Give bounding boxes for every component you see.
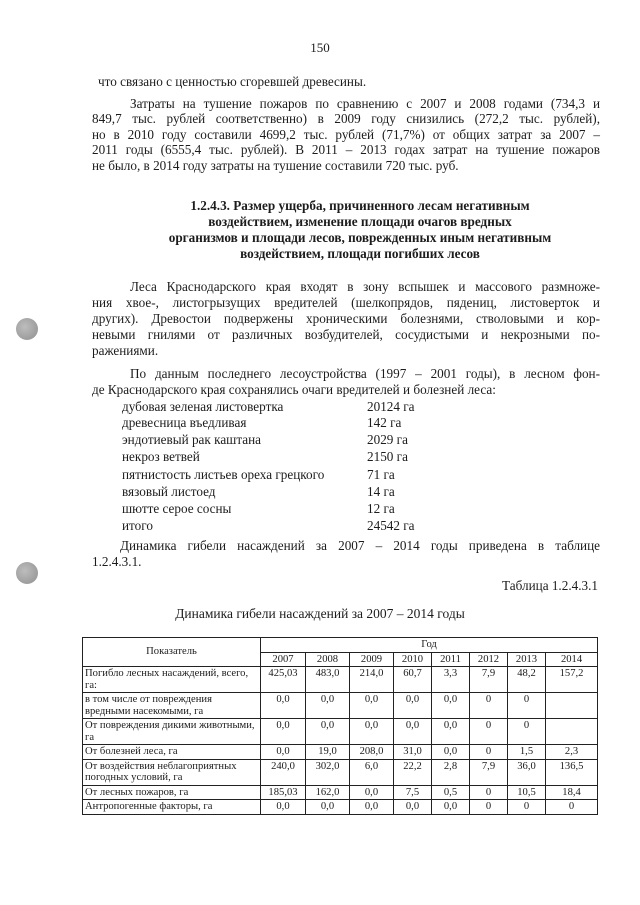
pest-name: эндотиевый рак каштана (122, 432, 262, 447)
para3-line: 1.2.4.3.1. (92, 554, 142, 569)
value-cell: 3,3 (432, 667, 470, 693)
intro-line: Затраты на тушение пожаров по сравнению с 2007 и 2008 годами (734,3 и (130, 96, 600, 111)
year-cell: 2008 (306, 652, 350, 667)
mortality-table (82, 637, 598, 815)
value-cell: 7,5 (394, 785, 432, 800)
pest-list-item (122, 449, 442, 464)
pest-list-item (122, 432, 442, 447)
value-cell: 18,4 (546, 785, 598, 800)
value-cell: 0,0 (306, 800, 350, 815)
para1-line: ражениями. (92, 343, 159, 358)
value-cell: 0 (470, 745, 508, 760)
punch-hole-bottom (16, 562, 38, 584)
value-cell: 302,0 (306, 759, 350, 785)
value-cell: 240,0 (261, 759, 306, 785)
value-cell: 0 (470, 785, 508, 800)
table-row (83, 785, 598, 800)
value-cell: 1,5 (508, 745, 546, 760)
row-label: Антропогенные факторы, га (83, 800, 261, 815)
year-cell: 2009 (350, 652, 394, 667)
pest-list-item (122, 467, 442, 482)
intro-line: 2011 годы (6555,4 тыс. рублей). В 2011 – 2013 годах затрат на тушение пожаров (92, 142, 600, 157)
value-cell: 7,9 (470, 759, 508, 785)
para1-line: Леса Краснодарского края входят в зону вспышек и массового размноже- (130, 279, 600, 294)
value-cell: 0,0 (261, 719, 306, 745)
pest-list-item (122, 415, 442, 430)
pest-area: 20124 га (367, 399, 415, 414)
pest-name: шютте серое сосны (122, 501, 232, 516)
row-label: От болезней леса, га (83, 745, 261, 760)
value-cell: 0,0 (306, 693, 350, 719)
value-cell: 19,0 (306, 745, 350, 760)
table-title: Динамика гибели насаждений за 2007 – 2014 годы (175, 606, 465, 621)
value-cell: 0,0 (350, 800, 394, 815)
value-cell: 48,2 (508, 667, 546, 693)
value-cell: 36,0 (508, 759, 546, 785)
para3-line: Динамика гибели насаждений за 2007 – 2014 годы приведена в таблице (120, 538, 600, 553)
pest-name: вязовый листоед (122, 484, 216, 499)
value-cell: 0,0 (394, 693, 432, 719)
pest-list-total (122, 518, 442, 533)
value-cell: 22,2 (394, 759, 432, 785)
year-cell: 2013 (508, 652, 546, 667)
value-cell: 0,0 (350, 785, 394, 800)
table-row (83, 667, 598, 693)
row-label: От лесных пожаров, га (83, 785, 261, 800)
row-label: От воздействия неблагоприятных погодных условий, га (83, 759, 261, 785)
value-cell: 0,0 (394, 719, 432, 745)
pest-area: 12 га (367, 501, 395, 516)
section-heading-line: 1.2.4.3. Размер ущерба, причиненного лесам негативным (190, 198, 530, 213)
pest-name: дубовая зеленая листовертка (122, 399, 284, 414)
intro-line: не было, в 2014 году затраты на тушение составили 720 тыс. руб. (92, 158, 459, 173)
value-cell: 162,0 (306, 785, 350, 800)
pest-area: 142 га (367, 415, 402, 430)
table-row (83, 759, 598, 785)
value-cell: 0 (470, 719, 508, 745)
value-cell: 0 (508, 719, 546, 745)
value-cell: 483,0 (306, 667, 350, 693)
value-cell (546, 719, 598, 745)
pest-name: пятнистость листьев ореха грецкого (122, 467, 325, 482)
value-cell: 214,0 (350, 667, 394, 693)
pest-area: 2029 га (367, 432, 408, 447)
value-cell: 0,5 (432, 785, 470, 800)
value-cell: 0 (546, 800, 598, 815)
pest-area: 2150 га (367, 449, 408, 464)
value-cell: 0,0 (432, 693, 470, 719)
pest-name: древесница въедливая (122, 415, 247, 430)
row-label: От повреждения дикими животными, га (83, 719, 261, 745)
para1-line: невыми гнилями от различных возбудителей, сосудистыми и некрозными по- (92, 327, 600, 342)
value-cell: 0,0 (350, 719, 394, 745)
value-cell: 0,0 (394, 800, 432, 815)
para1-line: ния хвое-, листогрызущих вредителей (шелкопрядов, пядениц, листоверток и (92, 295, 600, 310)
pest-list-item (122, 399, 442, 414)
section-heading-line: организмов и площади лесов, поврежденных иным негативным (168, 230, 552, 245)
section-heading-line: воздействием, изменение площади очагов вредных (208, 214, 512, 229)
value-cell: 0 (508, 693, 546, 719)
value-cell: 2,8 (432, 759, 470, 785)
intro-line: что связано с ценностью сгоревшей древесины. (98, 74, 367, 89)
table-row (83, 800, 598, 815)
value-cell: 0 (470, 693, 508, 719)
pest-list-item (122, 501, 442, 516)
table-row (83, 745, 598, 760)
row-label: в том числе от повреждения вредными насекомыми, га (83, 693, 261, 719)
value-cell: 0,0 (432, 745, 470, 760)
value-cell: 6,0 (350, 759, 394, 785)
value-cell: 157,2 (546, 667, 598, 693)
value-cell: 31,0 (394, 745, 432, 760)
value-cell: 2,3 (546, 745, 598, 760)
row-label: Погибло лесных насаждений, всего, га: (83, 667, 261, 693)
punch-hole-top (16, 318, 38, 340)
value-cell: 208,0 (350, 745, 394, 760)
value-cell: 0,0 (306, 719, 350, 745)
value-cell: 7,9 (470, 667, 508, 693)
year-cell: 2007 (261, 652, 306, 667)
value-cell: 0 (470, 800, 508, 815)
header-year: Год (261, 638, 598, 653)
table-row (83, 693, 598, 719)
value-cell: 0,0 (261, 693, 306, 719)
table-header-row (83, 638, 598, 653)
value-cell (546, 693, 598, 719)
para1-line: других). Древостои подвержены хроническими болезнями, стволовыми и кор- (92, 311, 600, 326)
year-cell: 2010 (394, 652, 432, 667)
pest-name: итого (122, 518, 153, 533)
pest-area: 14 га (367, 484, 395, 499)
value-cell: 0,0 (432, 800, 470, 815)
year-cell: 2011 (432, 652, 470, 667)
value-cell: 136,5 (546, 759, 598, 785)
pest-area: 71 га (367, 467, 395, 482)
para2-line: де Краснодарского края сохранялись очаги вредителей и болезней леса: (92, 382, 496, 397)
para2-line: По данным последнего лесоустройства (1997 – 2001 годы), в лесном фон- (130, 366, 600, 381)
table-label: Таблица 1.2.4.3.1 (502, 578, 598, 593)
value-cell: 0,0 (350, 693, 394, 719)
value-cell: 60,7 (394, 667, 432, 693)
year-cell: 2012 (470, 652, 508, 667)
section-heading-line: воздействием, площади погибших лесов (240, 246, 480, 261)
pest-list-item (122, 484, 442, 499)
value-cell: 10,5 (508, 785, 546, 800)
value-cell: 425,03 (261, 667, 306, 693)
year-cell: 2014 (546, 652, 598, 667)
header-indicator: Показатель (83, 638, 261, 667)
value-cell: 0,0 (261, 800, 306, 815)
intro-line: 849,7 тыс. рублей соответственно) в 2009 году снизились (272,2 тыс. рублей), (92, 111, 600, 126)
page-number: 150 (310, 40, 330, 55)
pest-area: 24542 га (367, 518, 415, 533)
value-cell: 0 (508, 800, 546, 815)
intro-line: но в 2010 году составили 4699,2 тыс. рублей (71,7%) от общих затрат за 2007 – (92, 127, 600, 142)
value-cell: 0,0 (432, 719, 470, 745)
value-cell: 0,0 (261, 745, 306, 760)
pest-name: некроз ветвей (122, 449, 200, 464)
value-cell: 185,03 (261, 785, 306, 800)
table-row (83, 719, 598, 745)
